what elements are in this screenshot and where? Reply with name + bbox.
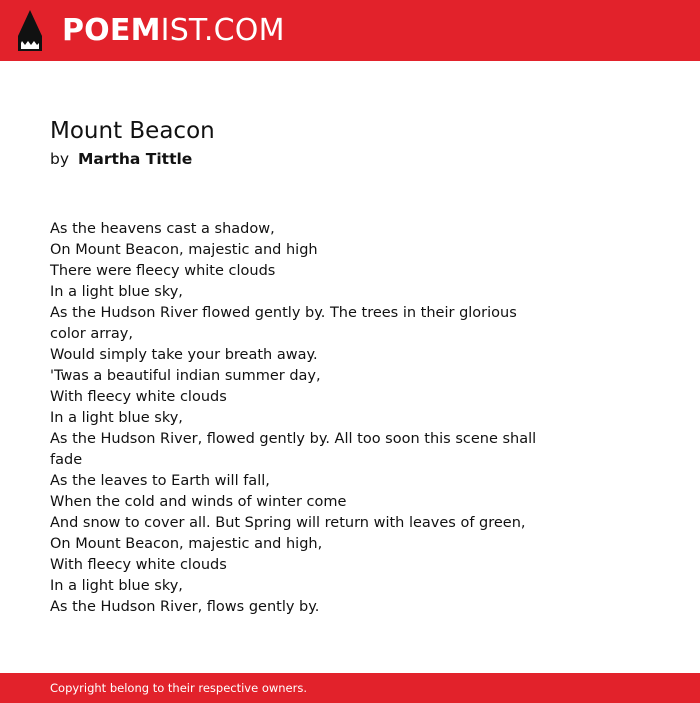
by-prefix: by: [50, 150, 70, 168]
poem-line: As the Hudson River, flowed gently by. All too soon this scene shall fade: [50, 431, 537, 468]
poem-line: With fleecy white clouds: [50, 557, 227, 573]
poem-title: Mount Beacon: [50, 118, 215, 144]
poem-line: As the leaves to Earth will fall,: [50, 473, 270, 489]
copyright-notice: Copyright belong to their respective owners.: [50, 681, 308, 695]
poem-line: When the cold and winds of winter come: [50, 494, 347, 510]
poem-line: And snow to cover all. But Spring will return with leaves of green,: [50, 515, 526, 531]
poem-line: In a light blue sky,: [50, 410, 183, 426]
logo-light-text: IST.COM: [160, 13, 285, 48]
poem-line: On Mount Beacon, majestic and high,: [50, 536, 323, 552]
poem-body: [50, 219, 550, 618]
poem-line: In a light blue sky,: [50, 284, 183, 300]
poem-line: On Mount Beacon, majestic and high: [50, 242, 318, 258]
pen-nib-icon[interactable]: [18, 10, 42, 51]
poem-author: Martha Tittle: [77, 150, 193, 168]
poem-line: 'Twas a beautiful indian summer day,: [50, 368, 321, 384]
poem-line: Would simply take your breath away.: [50, 347, 318, 363]
site-footer: [0, 673, 700, 703]
poem-line: There were fleecy white clouds: [50, 263, 276, 279]
poem-line: As the Hudson River, flows gently by.: [50, 599, 320, 615]
site-logo[interactable]: [62, 13, 285, 49]
logo-bold-text: POEM: [62, 13, 161, 48]
site-header: [0, 0, 700, 61]
poem-byline: [50, 148, 192, 170]
poem-line: As the heavens cast a shadow,: [50, 221, 275, 237]
poem-line: In a light blue sky,: [50, 578, 183, 594]
poem-line: As the Hudson River flowed gently by. The trees in their glorious color array,: [50, 305, 517, 342]
poem-line: With fleecy white clouds: [50, 389, 227, 405]
